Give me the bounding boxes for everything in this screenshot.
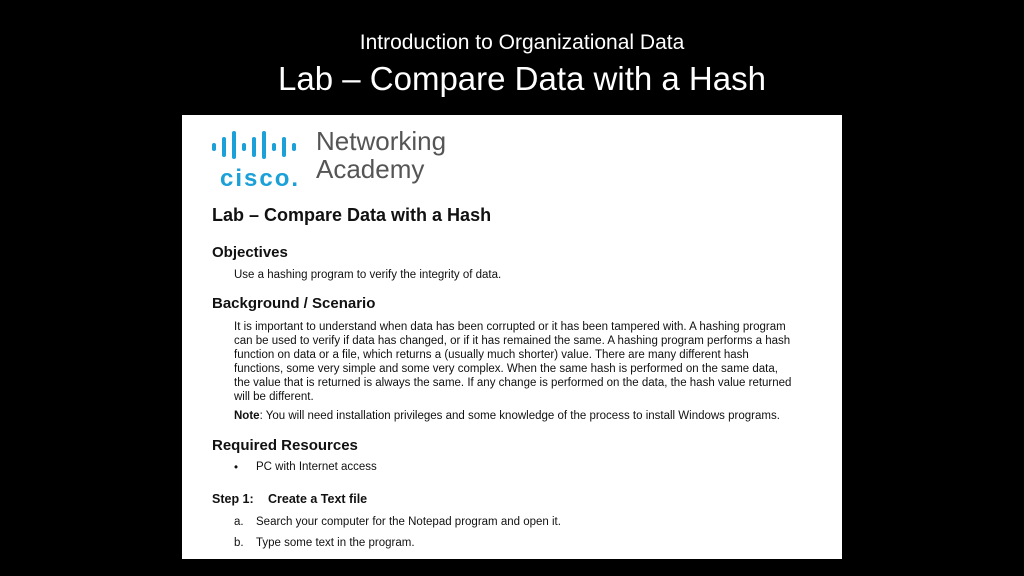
- document-title: Lab – Compare Data with a Hash: [212, 205, 492, 225]
- resource-item: PC with Internet access: [256, 461, 377, 473]
- step-label: Step 1:: [212, 492, 254, 506]
- step-item-marker: a.: [234, 516, 244, 528]
- background-line: It is important to understand when data has been corrupted or it has been tampered with. A hashing program: [234, 321, 786, 333]
- resource-bullet: •: [234, 462, 239, 474]
- note-paragraph: [234, 409, 814, 423]
- step-title: Create a Text file: [268, 492, 368, 506]
- cisco-wordmark: cisco.: [220, 165, 301, 192]
- background-line: will be different.: [234, 391, 314, 403]
- background-line: functions, some very simple and some very complex. When the same hash is performed on the same data,: [234, 363, 778, 375]
- slide-title: Lab – Compare Data with a Hash: [278, 60, 766, 97]
- step-item-marker: b.: [234, 537, 244, 549]
- objectives-heading: Objectives: [212, 244, 288, 261]
- background-heading: Background / Scenario: [212, 295, 376, 312]
- note-text: : You will need installation privileges and some knowledge of the process to install Windows programs.: [259, 410, 780, 422]
- resources-heading: Required Resources: [212, 437, 358, 454]
- step-item-text: Search your computer for the Notepad program and open it.: [256, 516, 561, 528]
- cisco-bars-icon: [212, 131, 302, 161]
- objectives-text: Use a hashing program to verify the integrity of data.: [234, 269, 502, 281]
- logo-networking: Networking: [316, 126, 447, 156]
- note-label: Note: [234, 410, 260, 422]
- background-line: the value that is returned is always the same. If any change is performed on the data, the hash value returned: [234, 377, 792, 389]
- background-line: can be used to verify if data has changed, or if it has remained the same. A hashing program performs a hash: [234, 335, 791, 347]
- slide-subtitle: Introduction to Organizational Data: [359, 31, 685, 54]
- logo-product-name: [316, 127, 446, 183]
- background-line: function on data or a file, which returns a (usually much shorter) value. There are many different hash: [234, 349, 749, 361]
- document-page: [182, 115, 842, 559]
- step-item-text: Type some text in the program.: [256, 537, 415, 549]
- logo-academy: Academy: [316, 154, 425, 184]
